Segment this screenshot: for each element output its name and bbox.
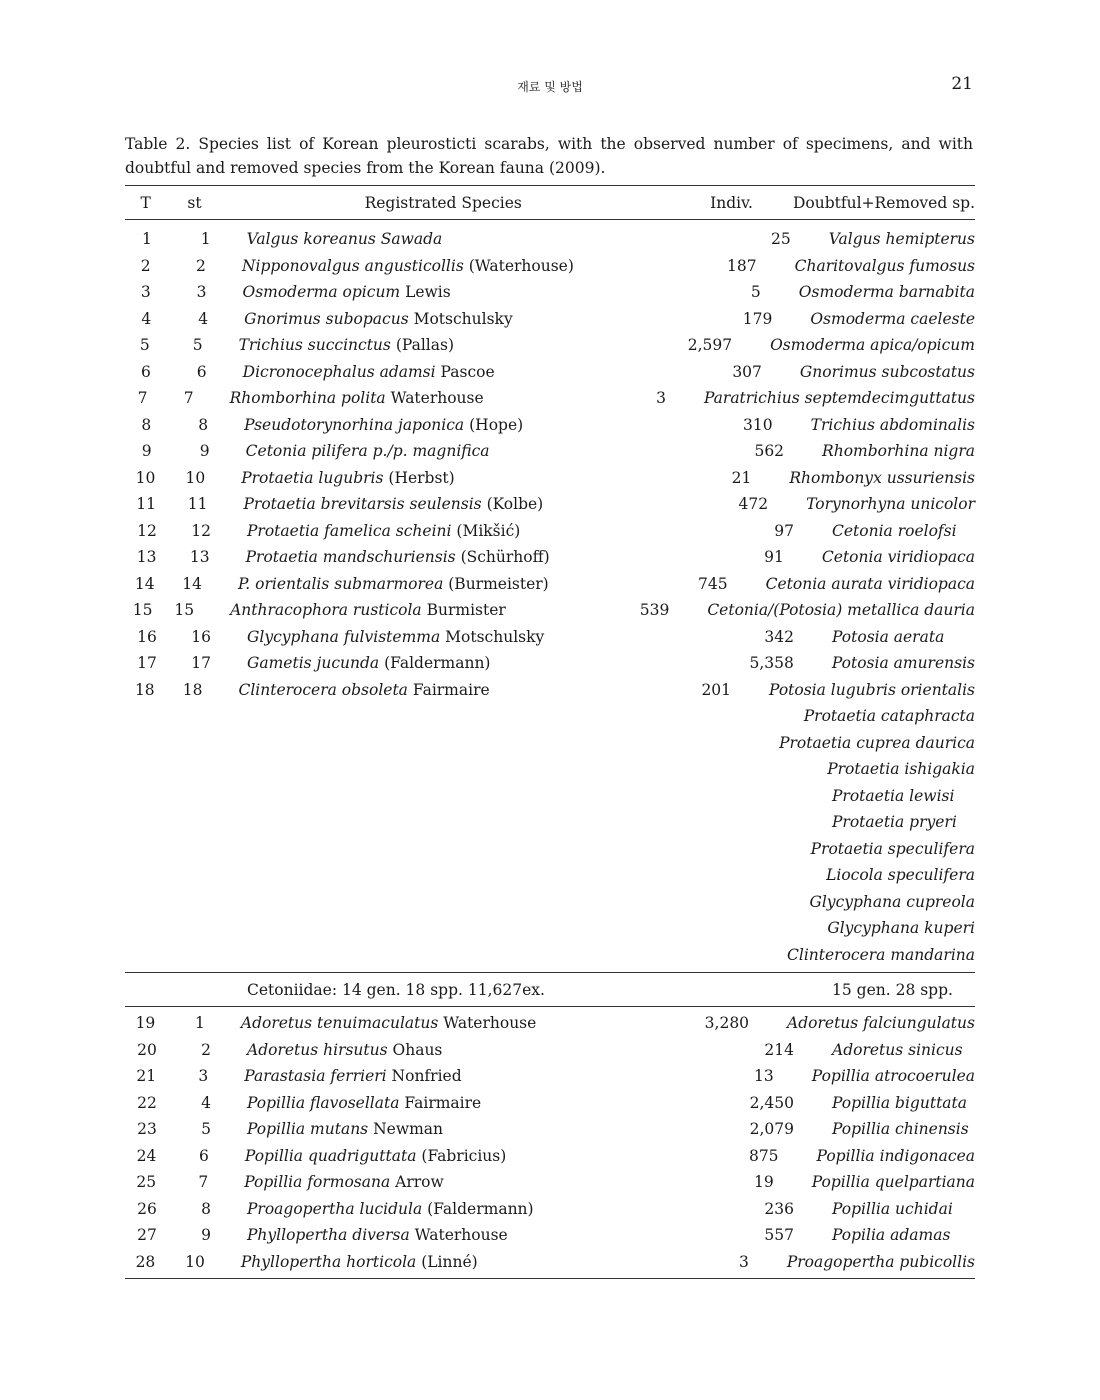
cell-t: 9 xyxy=(141,442,152,461)
species-author: Arrow xyxy=(395,1173,444,1192)
summary-registered: Cetoniidae: 14 gen. 18 spp. 11,627ex. xyxy=(247,980,545,999)
cell-t: 1 xyxy=(141,230,152,249)
doubtful-species: Torynorhyna unicolor xyxy=(806,495,975,514)
doubtful-species: Cetonia roelofsi xyxy=(832,521,957,540)
doubtful-species: Liocola speculifera xyxy=(826,866,975,885)
cell-indiv: 201 xyxy=(701,680,732,699)
table-row xyxy=(125,332,975,359)
cell-t: 7 xyxy=(137,389,148,408)
table-caption: Table 2. Species list of Korean pleurosticti scarabs, with the observed number of specimens, and with doubtful and removed species from the Korean fauna (2009). xyxy=(125,135,973,177)
cell-indiv: 21 xyxy=(731,468,752,487)
species-author: Fairmaire xyxy=(412,680,490,699)
cell-indiv: 342 xyxy=(764,627,794,646)
doubtful-species: Popillia atrocoerulea xyxy=(811,1067,975,1086)
cell-doubtful xyxy=(794,628,975,646)
cell-st: 8 xyxy=(198,415,209,434)
table-row xyxy=(125,571,975,598)
cell-doubtful xyxy=(789,919,975,937)
cell-doubtful xyxy=(794,522,975,540)
species-author: (Linné) xyxy=(421,1252,478,1271)
table-row xyxy=(125,889,975,916)
table-row xyxy=(125,1222,975,1249)
species-author: (Kolbe) xyxy=(486,495,544,514)
cell-indiv: 91 xyxy=(764,548,784,567)
cell-st: 5 xyxy=(192,336,203,355)
cell-st: 2 xyxy=(196,256,206,275)
doubtful-species: Adoretus falciungulatus xyxy=(787,1014,975,1033)
cell-species xyxy=(229,654,699,672)
doubtful-species: Glycyphana kuperi xyxy=(827,919,975,938)
cell-species xyxy=(229,1041,699,1059)
species-author: (Faldermann) xyxy=(427,1199,534,1218)
table-row xyxy=(125,412,975,439)
species-name: Phyllopertha horticola xyxy=(240,1252,417,1271)
doubtful-species: Popillia indigonacea xyxy=(816,1146,975,1165)
species-author: Waterhouse xyxy=(443,1014,537,1033)
cell-doubtful xyxy=(794,813,975,831)
doubtful-species: Cetonia viridiopaca xyxy=(821,548,975,567)
species-author: (Faldermann) xyxy=(384,654,491,673)
cell-species xyxy=(229,522,699,540)
cell-doubtful xyxy=(757,257,975,275)
cell-st: 10 xyxy=(185,468,206,487)
doubtful-species: Protaetia speculifera xyxy=(810,839,975,858)
cell-st: 16 xyxy=(191,627,211,646)
table-row xyxy=(125,226,975,253)
species-table xyxy=(125,185,975,1279)
species-name: Proagopertha lucidula xyxy=(247,1199,423,1218)
cetoniidae-section xyxy=(125,220,975,972)
table-row xyxy=(125,597,975,624)
species-author: (Fabricius) xyxy=(421,1146,507,1165)
table-row xyxy=(125,677,975,704)
doubtful-species: Adoretus sinicus xyxy=(832,1040,963,1059)
species-name: Popillia flavosellata xyxy=(247,1093,400,1112)
species-author: (Burmeister) xyxy=(448,574,549,593)
cell-indiv: 557 xyxy=(764,1226,794,1245)
doubtful-species: Protaetia cataphracta xyxy=(803,707,975,726)
table-row xyxy=(125,836,975,863)
cell-species xyxy=(224,257,667,275)
cell-indiv: 3,280 xyxy=(704,1014,750,1033)
cell-st: 17 xyxy=(191,654,211,673)
cell-doubtful xyxy=(766,707,975,725)
table-row xyxy=(125,703,975,730)
doubtful-species: Popillia uchidai xyxy=(832,1199,953,1218)
table-row xyxy=(125,491,975,518)
species-author: Nonfried xyxy=(391,1067,462,1086)
cell-st: 6 xyxy=(199,1146,209,1165)
page-header xyxy=(0,74,1100,98)
cell-species xyxy=(228,548,691,566)
species-name: Clinterocera obsoleta xyxy=(238,680,408,699)
cell-t: 22 xyxy=(137,1093,157,1112)
species-name: Glycyphana fulvistemma xyxy=(247,627,441,646)
cell-st: 18 xyxy=(182,680,203,699)
cell-indiv: 236 xyxy=(764,1199,794,1218)
species-name: Popillia formosana xyxy=(244,1173,391,1192)
doubtful-species: Osmoderma caeleste xyxy=(810,309,975,328)
cell-doubtful xyxy=(794,1041,975,1059)
cell-species xyxy=(229,1226,699,1244)
cell-indiv: 310 xyxy=(743,415,773,434)
cell-doubtful xyxy=(666,389,975,407)
table-row xyxy=(125,1249,975,1276)
doubtful-species: Osmoderma apica/opicum xyxy=(770,336,975,355)
cell-doubtful xyxy=(749,1014,975,1032)
rutelinae-section xyxy=(125,1007,975,1278)
species-name: Protaetia mandschuriensis xyxy=(245,548,456,567)
cell-doubtful xyxy=(749,1253,975,1271)
cell-t: 4 xyxy=(141,309,152,328)
doubtful-species: Protaetia ishigakia xyxy=(827,760,975,779)
species-name: Anthracophora rusticola xyxy=(230,601,422,620)
species-name: Dicronocephalus adamsi xyxy=(242,362,436,381)
table-row xyxy=(125,624,975,651)
cell-t: 18 xyxy=(134,680,155,699)
cell-doubtful xyxy=(794,1200,975,1218)
cell-st: 14 xyxy=(182,574,202,593)
cell-species xyxy=(227,1147,686,1165)
cell-doubtful xyxy=(784,548,975,566)
cell-t: 25 xyxy=(136,1173,157,1192)
cell-st: 12 xyxy=(191,521,211,540)
cell-st: 9 xyxy=(199,442,210,461)
cell-species xyxy=(221,336,647,354)
cell-species xyxy=(226,416,681,434)
cell-doubtful xyxy=(762,363,975,381)
cell-indiv: 19 xyxy=(753,1173,774,1192)
cell-indiv: 2,079 xyxy=(749,1120,794,1139)
cell-st: 13 xyxy=(189,548,210,567)
cell-doubtful xyxy=(731,681,975,699)
running-title: 재료 및 방법 xyxy=(517,80,583,94)
species-name: Trichius succinctus xyxy=(238,336,391,355)
species-author: Waterhouse xyxy=(390,389,484,408)
cell-st: 8 xyxy=(201,1199,211,1218)
cell-st: 3 xyxy=(198,1067,209,1086)
species-name: Gnorimus subopacus xyxy=(244,309,409,328)
species-author: Ohaus xyxy=(392,1040,443,1059)
species-author: Motschulsky xyxy=(445,627,545,646)
cell-indiv: 2,597 xyxy=(687,336,733,355)
cell-st: 3 xyxy=(196,283,207,302)
species-name: Protaetia famelica scheini xyxy=(247,521,452,540)
doubtful-species: Potosia lugubris orientalis xyxy=(769,680,976,699)
cell-indiv: 187 xyxy=(727,256,757,275)
species-name: Osmoderma opicum xyxy=(242,283,401,302)
cell-species xyxy=(228,442,691,460)
cell-t: 19 xyxy=(135,1014,156,1033)
species-name: Valgus koreanus Sawada xyxy=(246,230,443,249)
doubtful-species: Osmoderma barnabita xyxy=(798,283,975,302)
cell-indiv: 307 xyxy=(732,362,762,381)
table-bottom-rule xyxy=(125,1278,975,1279)
species-author: Pascoe xyxy=(440,362,495,381)
table-row xyxy=(125,809,975,836)
header-st: st xyxy=(187,193,202,212)
cell-st: 1 xyxy=(200,230,211,249)
table-row xyxy=(125,359,975,386)
species-name: Protaetia lugubris xyxy=(241,468,384,487)
cell-indiv: 472 xyxy=(738,495,769,514)
species-author: Burmister xyxy=(426,601,506,620)
doubtful-species: Popillia biguttata xyxy=(832,1093,968,1112)
cell-doubtful xyxy=(788,866,975,884)
cell-doubtful xyxy=(794,1120,975,1138)
cell-doubtful xyxy=(774,1173,975,1191)
table-row xyxy=(125,544,975,571)
cell-species xyxy=(220,575,643,593)
table-row xyxy=(125,1143,975,1170)
cell-species xyxy=(223,1014,661,1032)
cell-indiv: 179 xyxy=(742,309,773,328)
doubtful-species: Protaetia lewisi xyxy=(832,786,955,805)
cell-t: 10 xyxy=(135,468,156,487)
species-name: Gametis jucunda xyxy=(246,654,380,673)
species-name: Phyllopertha diversa xyxy=(247,1226,410,1245)
cell-st: 6 xyxy=(196,362,207,381)
table-row xyxy=(125,1063,975,1090)
cell-species xyxy=(229,1200,699,1218)
species-author: Waterhouse xyxy=(414,1226,508,1245)
cell-indiv: 2,450 xyxy=(749,1093,794,1112)
species-author: Lewis xyxy=(405,283,451,302)
cell-doubtful xyxy=(768,495,975,513)
cell-st: 15 xyxy=(174,601,195,620)
species-author: Fairmaire xyxy=(404,1093,482,1112)
cell-indiv: 539 xyxy=(639,601,670,620)
cell-indiv: 3 xyxy=(656,389,666,408)
cell-species xyxy=(212,601,593,619)
cell-species xyxy=(229,628,699,646)
species-name: Rhomborhina polita xyxy=(229,389,386,408)
cell-species xyxy=(223,1253,661,1271)
species-name: Pseudotorynorhina japonica xyxy=(244,415,465,434)
cell-doubtful xyxy=(779,1147,975,1165)
page-number: 21 xyxy=(951,74,973,94)
cell-species xyxy=(226,1067,682,1085)
table-row xyxy=(125,306,975,333)
table-row xyxy=(125,756,975,783)
doubtful-species: Potosia amurensis xyxy=(831,654,975,673)
cell-st: 7 xyxy=(198,1173,209,1192)
species-author: (Herbst) xyxy=(388,468,455,487)
cell-doubtful xyxy=(749,946,975,964)
summary-doubtful: 15 gen. 28 spp. xyxy=(832,980,953,999)
species-name: Popillia quadriguttata xyxy=(244,1146,417,1165)
cell-species xyxy=(224,283,670,301)
cell-t: 16 xyxy=(137,627,157,646)
cell-species xyxy=(226,310,681,328)
species-author: Newman xyxy=(373,1120,444,1139)
cell-st: 5 xyxy=(201,1120,211,1139)
cell-t: 6 xyxy=(140,362,151,381)
doubtful-species: Trichius abdominalis xyxy=(810,415,975,434)
table-row xyxy=(125,942,975,969)
header-species: Registrated Species xyxy=(364,193,522,212)
table-row xyxy=(125,862,975,889)
table-row xyxy=(125,1037,975,1064)
cell-st: 10 xyxy=(185,1252,205,1271)
cell-t: 12 xyxy=(137,521,157,540)
cell-indiv: 3 xyxy=(738,1252,749,1271)
cell-indiv: 745 xyxy=(698,574,728,593)
cell-indiv: 97 xyxy=(774,521,794,540)
cell-species xyxy=(225,495,677,513)
species-name: Adoretus tenuimaculatus xyxy=(240,1014,439,1033)
cell-t: 8 xyxy=(141,415,152,434)
cell-doubtful xyxy=(761,283,975,301)
cell-species xyxy=(229,1094,699,1112)
cell-doubtful xyxy=(774,1067,975,1085)
cell-species xyxy=(225,363,672,381)
cell-doubtful xyxy=(794,1094,975,1112)
summary-row xyxy=(125,973,975,1006)
cell-indiv: 875 xyxy=(748,1146,779,1165)
cell-t: 15 xyxy=(132,601,153,620)
cell-indiv: 5,358 xyxy=(749,654,794,673)
table-row xyxy=(125,465,975,492)
doubtful-species: Valgus hemipterus xyxy=(828,230,975,249)
table-row xyxy=(125,279,975,306)
cell-t: 23 xyxy=(137,1120,157,1139)
cell-doubtful xyxy=(751,469,975,487)
cell-st: 11 xyxy=(187,495,208,514)
cell-indiv: 562 xyxy=(754,442,785,461)
table-row xyxy=(125,1116,975,1143)
species-name: Protaetia brevitarsis seulensis xyxy=(243,495,482,514)
species-name: P. orientalis submarmorea xyxy=(237,574,444,593)
cell-doubtful xyxy=(741,734,975,752)
doubtful-species: Cetonia/(Potosia) metallica dauria xyxy=(707,601,975,620)
table-row xyxy=(125,1169,975,1196)
cell-doubtful xyxy=(794,1226,975,1244)
cell-doubtful xyxy=(728,575,975,593)
cell-st: 4 xyxy=(201,1093,211,1112)
doubtful-species: Proagopertha pubicollis xyxy=(786,1252,975,1271)
doubtful-species: Popilia adamas xyxy=(832,1226,951,1245)
doubtful-species: Protaetia cuprea daurica xyxy=(779,733,975,752)
doubtful-species: Cetonia aurata viridiopaca xyxy=(765,574,975,593)
doubtful-species: Protaetia pryeri xyxy=(832,813,957,832)
doubtful-species: Rhombonyx ussuriensis xyxy=(789,468,975,487)
species-author: (Hope) xyxy=(469,415,524,434)
cell-doubtful xyxy=(794,787,975,805)
table-row xyxy=(125,783,975,810)
cell-t: 21 xyxy=(136,1067,157,1086)
cell-t: 28 xyxy=(135,1252,156,1271)
table-row xyxy=(125,1010,975,1037)
doubtful-species: Rhomborhina nigra xyxy=(822,442,975,461)
species-author: (Schürhoff) xyxy=(460,548,550,567)
cell-t: 11 xyxy=(136,495,156,514)
cell-doubtful xyxy=(784,442,975,460)
cell-doubtful xyxy=(794,654,975,672)
species-name: Parastasia ferrieri xyxy=(244,1067,387,1086)
doubtful-species: Charitovalgus fumosus xyxy=(794,256,976,275)
cell-doubtful xyxy=(732,336,975,354)
cell-t: 2 xyxy=(140,256,151,275)
cell-species xyxy=(229,1120,699,1138)
cell-st: 9 xyxy=(201,1226,211,1245)
doubtful-species: Glycyphana cupreola xyxy=(809,892,975,911)
cell-st: 1 xyxy=(195,1014,205,1033)
table-row xyxy=(125,253,975,280)
doubtful-species: Potosia aerata xyxy=(832,627,945,646)
cell-t: 26 xyxy=(137,1199,157,1218)
cell-st: 4 xyxy=(198,309,209,328)
cell-indiv: 5 xyxy=(750,283,761,302)
cell-t: 20 xyxy=(137,1040,157,1059)
cell-species xyxy=(229,230,697,248)
header-t: T xyxy=(140,193,151,212)
header-doubtful: Doubtful+Removed sp. xyxy=(792,193,975,212)
doubtful-species: Clinterocera mandarina xyxy=(787,945,976,964)
table-row xyxy=(125,438,975,465)
cell-indiv: 214 xyxy=(764,1040,794,1059)
cell-t: 14 xyxy=(134,574,155,593)
cell-st: 7 xyxy=(183,389,194,408)
species-author: (Waterhouse) xyxy=(468,256,574,275)
cell-doubtful xyxy=(771,893,975,911)
species-name: Nipponovalgus angusticollis xyxy=(241,256,464,275)
cell-t: 17 xyxy=(137,654,157,673)
table-row xyxy=(125,730,975,757)
cell-doubtful xyxy=(773,840,975,858)
species-name: Popillia mutans xyxy=(247,1120,369,1139)
table-row xyxy=(125,650,975,677)
header-indiv: Indiv. xyxy=(710,193,753,212)
doubtful-species: Popillia chinensis xyxy=(832,1120,969,1139)
species-author: Motschulsky xyxy=(413,309,513,328)
cell-st: 2 xyxy=(201,1040,211,1059)
table-row xyxy=(125,915,975,942)
cell-doubtful xyxy=(669,601,975,619)
cell-t: 3 xyxy=(140,283,151,302)
cell-t: 24 xyxy=(136,1146,157,1165)
doubtful-species: Gnorimus subcostatus xyxy=(799,362,975,381)
cell-doubtful xyxy=(789,760,975,778)
species-author: (Mikšić) xyxy=(456,521,521,540)
doubtful-species: Popillia quelpartiana xyxy=(811,1173,976,1192)
species-name: Cetonia pilifera p./p. magnifica xyxy=(245,442,490,461)
cell-t: 13 xyxy=(136,548,157,567)
cell-indiv: 13 xyxy=(754,1067,774,1086)
table-row xyxy=(125,1090,975,1117)
cell-doubtful xyxy=(791,230,975,248)
cell-species xyxy=(212,389,591,407)
table-row xyxy=(125,1196,975,1223)
cell-indiv: 25 xyxy=(771,230,791,249)
cell-doubtful xyxy=(773,416,975,434)
table-row xyxy=(125,385,975,412)
cell-species xyxy=(226,1173,682,1191)
cell-species xyxy=(223,469,663,487)
species-author: (Pallas) xyxy=(395,336,454,355)
cell-t: 5 xyxy=(139,336,150,355)
cell-t: 27 xyxy=(137,1226,157,1245)
cell-species xyxy=(220,681,645,699)
doubtful-species: Paratrichius septemdecimguttatus xyxy=(703,389,975,408)
cell-doubtful xyxy=(772,310,975,328)
table-row xyxy=(125,518,975,545)
species-name: Adoretus hirsutus xyxy=(247,1040,388,1059)
table-header-row xyxy=(125,186,975,219)
